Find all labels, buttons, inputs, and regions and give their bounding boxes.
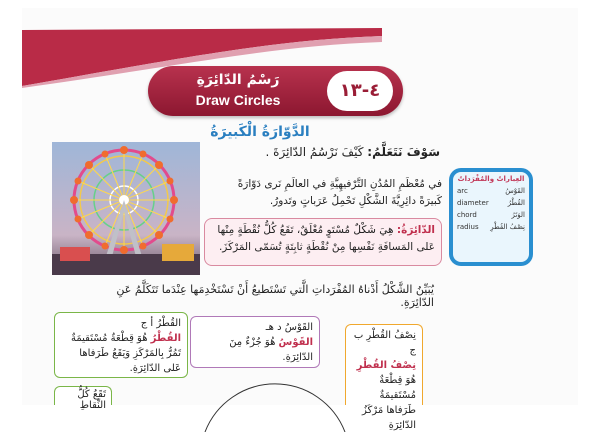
vocabulary-english: radius [457,223,479,231]
vocabulary-english: diameter [457,199,489,207]
learning-objective [255,145,440,159]
vocabulary-arabic: القُطْرُ [507,199,525,207]
vocabulary-box [449,168,533,266]
vocabulary-arabic: نِصْفُ القُطْرِ [490,223,525,231]
ferris-wheel-photo [52,142,200,275]
vocabulary-item [457,211,525,219]
arc-box [190,316,320,368]
definition-term: الدّائِرَةُ: [396,224,435,236]
arc-term: القَوْسُ [278,337,313,348]
diameter-text: هُوَ قِطْعَةٌ مُسْتَقيمَةٌ تَمُرُّ بِالمَرْكَزِ وَيَقَعُ طَرَفاها عَلى الدّائِرَةِ. [70,333,181,374]
circle-diagram [200,372,350,432]
vocabulary-item [457,199,525,207]
vocabulary-title: العِباراتُ والمُفْرَداتُ [457,175,525,183]
vocabulary-arabic: الوَتَرُ [511,211,525,219]
vocabulary-english: chord [457,211,477,219]
learning-objective-text: كَيْفَ نَرْسُمُ الدّائِرَةَ . [265,145,364,159]
radius-label: نِصْفُ القُطْرِ ب ج [353,330,416,356]
explanation-text: يُبَيِّنُ الشَّكْلُ أَدْناهُ المُفْرَداتِ الَّتي تَسْتَطيعُ أَنْ تَسْتَخْدِمَها عِنْدَما تَتَكَلَّمُ عَنِ الدّائِرَةِ. [116,283,434,309]
intro-paragraph: في مُعْظَمِ المُدُنِ التَّرْفيهِيَّةِ في العالَمِ نَرى دَوّارَةً كَبيرَةً دائِرِيَّةَ الشَّكْلِ تَحْمِلُ عَرَباتٍ وتَدورُ. [237,178,442,207]
definition-text: هِيَ شَكْلٌ مُسْتَوٍ مُغْلَقٌ، تَقَعُ كُلُّ نُقْطَةٍ مِنْها عَلى المَسافَةِ نَفْسِها مِنْ نُقْطَةٍ ثابِتَةٍ تُسَمّى المَرْكَزَ. [217,224,435,253]
points-box: تَقَعُ كُلُّ النِّقاطِ [54,386,112,405]
lesson-title-arabic: رَسْمُ الدّائِرَةِ [196,72,280,88]
vocabulary-english: arc [457,187,468,195]
radius-text: هُوَ قِطْعَةٌ مُسْتَقيمَةٌ طَرَفاها مَرْكَزُ الدّائِرَةِ [362,375,416,431]
arc-text: هُوَ جُزْءٌ مِنَ الدّائِرَةِ. [229,337,313,363]
vocabulary-item [457,223,525,231]
vocabulary-arabic: القَوْسُ [505,187,525,195]
diameter-box [54,312,188,378]
learning-objective-label: سَوْفَ نَتَعَلَّمُ: [367,145,440,159]
vocabulary-item [457,187,525,195]
section-title: الدَّوّارَةُ الْكَبيرَةُ [210,124,310,140]
diameter-term: القُطْرُ [150,333,181,344]
circle-definition-box [204,218,442,266]
arc-label: القَوْسُ د هـ [265,322,313,333]
lesson-banner [148,66,403,116]
radius-box [345,324,423,431]
lesson-title-english: Draw Circles [195,92,281,108]
lesson-number: ٤-١٣ [327,71,393,111]
radius-term: نِصْفُ القُطْرِ [356,360,416,371]
diameter-label: القُطْرُ أ ج [140,318,181,329]
